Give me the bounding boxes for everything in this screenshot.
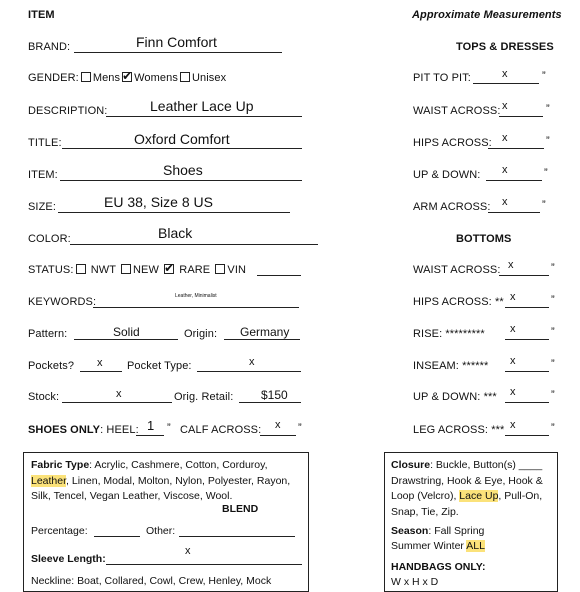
bottoms-rise-value[interactable]: x	[510, 323, 516, 335]
measurements-heading: Approximate Measurements	[412, 9, 562, 21]
status-nwt-checkbox[interactable]	[76, 264, 86, 274]
status-vin-label: VIN	[227, 264, 247, 276]
bottoms-heading: BOTTOMS	[456, 233, 512, 245]
color-value[interactable]: Black	[158, 225, 193, 241]
tops-up-down-underline	[486, 180, 542, 181]
item-label: ITEM:	[28, 169, 58, 181]
season-label: Season	[391, 525, 429, 537]
keywords-label: KEYWORDS:	[28, 296, 97, 308]
size-underline	[58, 212, 290, 213]
tops-arm-across-label: ARM ACROSS:	[413, 201, 491, 213]
description-underline	[106, 116, 302, 117]
tops-waist-across-underline	[499, 116, 543, 117]
pattern-value[interactable]: Solid	[113, 325, 140, 339]
pockets-label: Pockets?	[28, 360, 75, 372]
gender-unisex-checkbox[interactable]	[180, 72, 190, 82]
status-vin-checkbox[interactable]	[215, 264, 225, 274]
pocket-type-label: Pocket Type:	[127, 360, 192, 372]
tops-dresses-heading: TOPS & DRESSES	[456, 41, 554, 53]
season-options-1: : Fall Spring	[428, 525, 485, 537]
origin-underline	[224, 339, 300, 340]
tops-pit-to-pit-inch: ”	[542, 70, 546, 82]
season-line-1	[391, 524, 484, 540]
title-label: TITLE:	[28, 137, 62, 149]
bottoms-hips-across-label: HIPS ACROSS: **	[413, 296, 504, 308]
percentage-label: Percentage:	[31, 525, 88, 537]
fabric-type-list-b: , Linen, Modal, Molton, Nylon, Polyester, Rayon, Silk, Tencel, Vegan Leather, Viscose, Wool.	[31, 474, 291, 502]
bottoms-up-down-value[interactable]: x	[510, 386, 516, 398]
sleeve-length-underline	[106, 564, 302, 565]
bottoms-leg-across-underline	[505, 435, 549, 436]
brand-label: BRAND:	[28, 41, 71, 53]
heel-underline	[136, 435, 164, 436]
tops-up-down-inch: ”	[544, 167, 548, 179]
sleeve-length-value[interactable]: x	[185, 545, 191, 557]
bottoms-waist-across-inch: ”	[551, 262, 555, 274]
stock-underline	[62, 402, 172, 403]
bottoms-up-down-underline	[505, 402, 549, 403]
tops-pit-to-pit-label: PIT TO PIT:	[413, 72, 471, 84]
status-vin-underline	[257, 275, 301, 276]
status-field	[28, 264, 246, 276]
closure-title: Closure	[391, 459, 431, 471]
status-label: STATUS:	[28, 264, 74, 276]
orig-retail-value[interactable]: $150	[261, 388, 288, 402]
origin-value[interactable]: Germany	[240, 325, 290, 339]
bottoms-hips-across-value[interactable]: x	[510, 291, 516, 303]
calf-across-value[interactable]: x	[275, 419, 281, 431]
neckline-label: Neckline: Boat, Collared, Cowl, Crew, Henley, Mock	[31, 575, 272, 587]
color-underline	[70, 244, 318, 245]
heel-inch-mark: ”	[167, 422, 171, 434]
shoes-only-label: SHOES ONLY	[28, 424, 101, 436]
tops-pit-to-pit-underline	[473, 83, 539, 84]
other-underline	[179, 536, 295, 537]
blend-label: BLEND	[222, 503, 259, 515]
bottoms-rise-underline	[505, 339, 549, 340]
closure-text	[391, 458, 555, 520]
bottoms-hips-across-inch: ”	[551, 294, 555, 306]
fabric-type-title: Fabric Type	[31, 459, 90, 471]
status-nwt-label: NWT	[90, 264, 116, 276]
gender-unisex-label: Unisex	[191, 72, 227, 84]
pockets-value[interactable]: x	[97, 357, 103, 369]
status-new-checkbox[interactable]	[121, 264, 131, 274]
size-label: SIZE:	[28, 201, 57, 213]
tops-waist-across-inch: ”	[546, 103, 550, 115]
stock-value[interactable]: x	[116, 388, 122, 400]
tops-up-down-value[interactable]: x	[502, 164, 508, 176]
gender-womens-checkbox[interactable]	[122, 72, 132, 82]
gender-field	[28, 72, 226, 84]
description-label: DESCRIPTION:	[28, 105, 108, 117]
fabric-type-highlight: Leather	[31, 474, 67, 487]
other-label: Other:	[146, 525, 176, 537]
status-rare-label: RARE	[179, 264, 211, 276]
origin-label: Origin:	[184, 328, 218, 340]
stock-label: Stock:	[28, 391, 60, 403]
tops-arm-across-value[interactable]: x	[502, 196, 508, 208]
bottoms-leg-across-value[interactable]: x	[510, 419, 516, 431]
calf-across-label: CALF ACROSS:	[180, 424, 262, 436]
bottoms-waist-across-underline	[499, 275, 549, 276]
bottoms-rise-inch: ”	[551, 326, 555, 338]
bottoms-leg-across-inch: ”	[551, 422, 555, 434]
season-options-2: Summer Winter	[391, 540, 467, 552]
tops-hips-across-value[interactable]: x	[502, 132, 508, 144]
color-label: COLOR:	[28, 233, 71, 245]
heel-label: : HEEL:	[100, 424, 139, 436]
closure-highlight: Lace Up	[459, 490, 499, 502]
fabric-type-text	[31, 458, 297, 505]
bottoms-inseam-label: INSEAM: ******	[413, 360, 489, 372]
orig-retail-label: Orig. Retail:	[174, 391, 234, 403]
closure-box	[384, 452, 558, 592]
closure-list-a: : Buckle, Button(s) ____ Drawstring, Hook & Eye, Hook & Loop (Velcro),	[391, 459, 543, 502]
status-new-label: NEW	[133, 264, 159, 276]
calf-inch-mark: ”	[298, 422, 302, 434]
bottoms-up-down-label: UP & DOWN: ***	[413, 391, 497, 403]
tops-up-down-label: UP & DOWN:	[413, 169, 481, 181]
brand-value[interactable]: Finn Comfort	[136, 34, 217, 50]
status-rare-checkbox[interactable]	[164, 264, 174, 274]
pattern-label: Pattern:	[28, 328, 68, 340]
tops-arm-across-inch: ”	[542, 199, 546, 211]
bottoms-waist-across-label: WAIST ACROSS:	[413, 264, 501, 276]
fabric-type-list-a: : Acrylic, Cashmere, Cotton, Corduroy,	[89, 459, 268, 471]
brand-underline	[74, 52, 282, 53]
pocket-type-value[interactable]: x	[249, 356, 255, 368]
bottoms-rise-label: RISE: *********	[413, 328, 485, 340]
keywords-underline	[93, 307, 299, 308]
tops-hips-across-underline	[488, 148, 544, 149]
percentage-underline	[94, 536, 140, 537]
pocket-type-underline	[197, 371, 301, 372]
item-underline	[60, 180, 302, 181]
gender-mens-checkbox[interactable]	[81, 72, 91, 82]
bottoms-inseam-inch: ”	[551, 358, 555, 370]
sleeve-length-label: Sleeve Length:	[31, 553, 106, 565]
season-line-2	[391, 539, 485, 555]
shoes-only-field	[28, 424, 139, 436]
title-value[interactable]: Oxford Comfort	[134, 131, 230, 147]
gender-mens-label: Mens	[92, 72, 121, 84]
tops-hips-across-label: HIPS ACROSS:	[413, 137, 492, 149]
bottoms-hips-across-underline	[505, 307, 549, 308]
fabric-type-box	[23, 452, 309, 592]
item-value[interactable]: Shoes	[163, 162, 203, 178]
tops-arm-across-underline	[488, 212, 540, 213]
calf-across-underline	[260, 435, 296, 436]
gender-womens-label: Womens	[134, 72, 178, 84]
orig-retail-underline	[239, 402, 301, 403]
title-underline	[62, 148, 302, 149]
handbags-dimensions: W x H x D	[391, 576, 439, 588]
season-highlight: ALL	[466, 540, 485, 552]
tops-waist-across-value[interactable]: x	[502, 100, 508, 112]
heel-value[interactable]: 1	[147, 418, 155, 433]
size-value[interactable]: EU 38, Size 8 US	[104, 194, 213, 210]
pattern-underline	[74, 339, 178, 340]
bottoms-leg-across-label: LEG ACROSS: ***	[413, 424, 505, 436]
gender-label: GENDER:	[28, 72, 79, 84]
item-heading: ITEM	[28, 9, 55, 21]
bottoms-inseam-underline	[505, 371, 549, 372]
description-value[interactable]: Leather Lace Up	[150, 98, 254, 114]
bottoms-inseam-value[interactable]: x	[510, 355, 516, 367]
handbags-only-label: HANDBAGS ONLY:	[391, 561, 486, 573]
keywords-value[interactable]: Leather, Minimalist	[175, 293, 217, 299]
bottoms-waist-across-value[interactable]: x	[508, 259, 514, 271]
tops-hips-across-inch: ”	[546, 135, 550, 147]
tops-waist-across-label: WAIST ACROSS:	[413, 105, 501, 117]
pockets-underline	[80, 371, 122, 372]
bottoms-up-down-inch: ”	[551, 389, 555, 401]
closure-list-b: , Pull-On, Snap, Tie, Zip.	[391, 490, 543, 518]
tops-pit-to-pit-value[interactable]: x	[502, 68, 508, 80]
